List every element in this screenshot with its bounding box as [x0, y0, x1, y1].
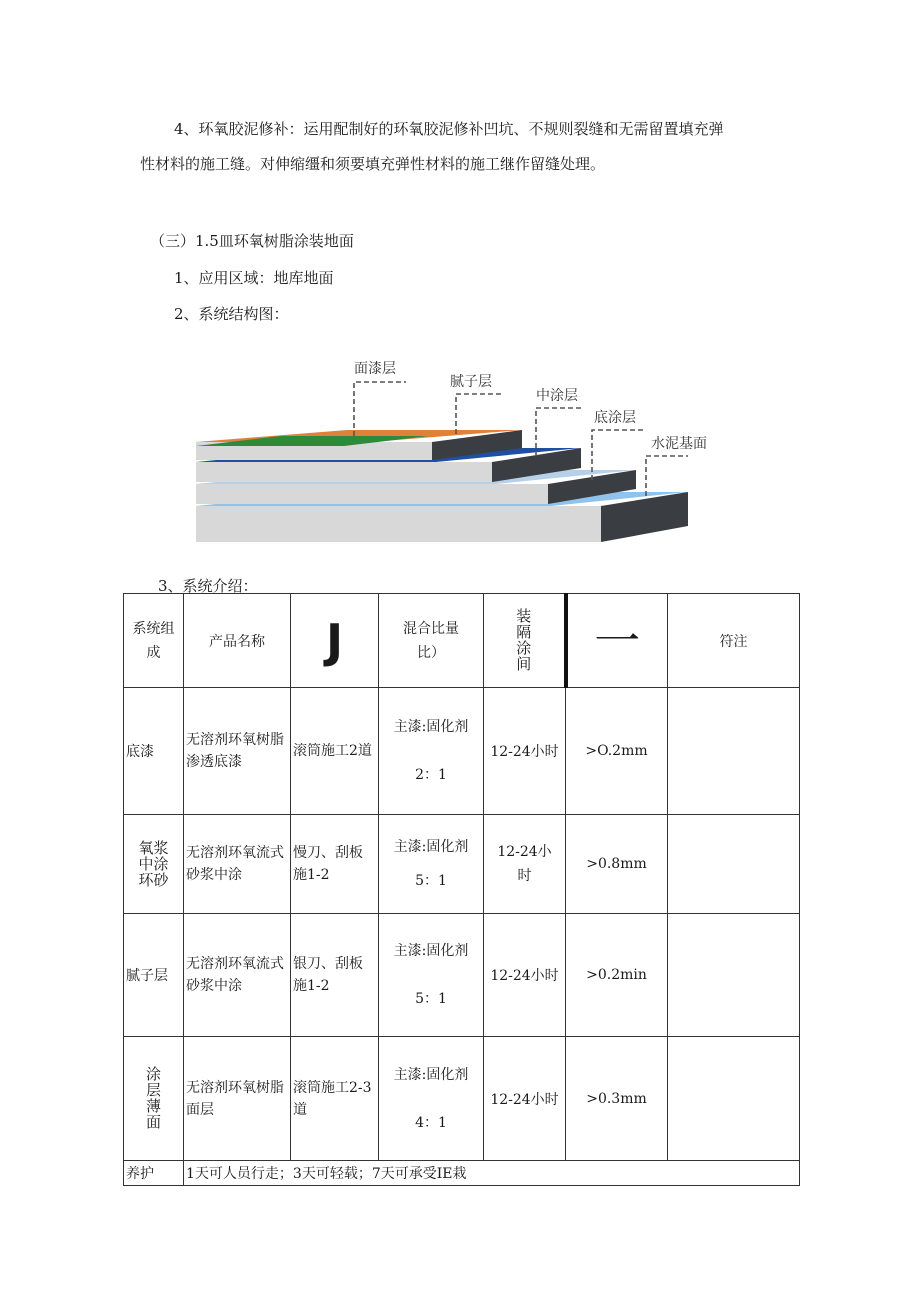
row-mix: 主漆:固化剂 5：1 — [379, 914, 484, 1037]
item-system-intro: 3、系统介绍： — [158, 577, 258, 595]
table-row — [124, 1037, 800, 1161]
row-remarks — [668, 1037, 800, 1161]
row-mix: 主漆:固化剂 2：1 — [379, 688, 484, 815]
header-product-name: 产品名称 — [184, 594, 291, 688]
paragraph-4-line-2: 性材料的施工缝。对伸缩缰和须要填充弹性材料的施工继作留缝处理。 — [140, 155, 606, 173]
header-mix-ratio: 混合比量比） — [379, 594, 484, 688]
base-coat-front — [196, 484, 548, 504]
row-interval: 12-24小时 — [484, 914, 566, 1037]
table-header-row — [124, 594, 800, 688]
label-top-coat: 面漆层 — [354, 361, 396, 377]
paragraph-4-line-1: 4、环氧胶泥修补：运用配制好的环氧胶泥修补凹坑、不规则裂缝和无需留置填充弹 — [174, 120, 724, 138]
table-row — [124, 688, 800, 815]
table-footer-row — [124, 1161, 800, 1186]
header-remarks: 符注 — [668, 594, 800, 688]
row-layer: 腻子层 — [124, 914, 184, 1037]
label-cement: 水泥基面 — [651, 436, 707, 452]
row-method: 慢刀、刮板施1-2 — [291, 815, 379, 914]
row-interval: 12-24小时 — [484, 815, 566, 914]
leader-top-coat — [354, 382, 406, 436]
top-coat-front — [196, 446, 344, 460]
table-row — [124, 914, 800, 1037]
row-mix: 主漆:固化剂 5：1 — [379, 815, 484, 914]
mid-coat-front — [196, 462, 492, 482]
row-thickness: >0.2min — [566, 914, 668, 1037]
row-method: 滚筒施工2道 — [291, 688, 379, 815]
label-mid-coat: 中涂层 — [536, 388, 578, 404]
header-glyph-j: J — [291, 594, 379, 688]
section-title: （三）1.5皿环氧树脂涂装地面 — [150, 232, 354, 250]
row-thickness: >0.3mm — [566, 1037, 668, 1161]
item-application-area: 1、应用区域：地库地面 — [174, 269, 334, 287]
row-product: 无溶剂环氧流式砂浆中涂 — [184, 914, 291, 1037]
row-interval: 12-24小时 — [484, 688, 566, 815]
row-method: 滚筒施工2-3道 — [291, 1037, 379, 1161]
cement-slab-front — [196, 506, 601, 542]
header-glyph-dash: 一 — [566, 594, 668, 688]
row-product: 无溶剂环氧树脂渗透底漆 — [184, 688, 291, 815]
row-layer: 氧浆中涂环砂 — [124, 815, 184, 914]
row-remarks — [668, 688, 800, 815]
layer-structure-diagram — [196, 356, 726, 544]
header-interval: 装隔涂间 — [484, 594, 566, 688]
item-structure-diagram: 2、系统结构图： — [174, 305, 289, 323]
row-remarks — [668, 914, 800, 1037]
row-interval: 12-24小时 — [484, 1037, 566, 1161]
row-product: 无溶剂环氧树脂面层 — [184, 1037, 291, 1161]
system-spec-table — [123, 593, 800, 1186]
footer-label: 养护 — [124, 1161, 184, 1186]
row-product: 无溶剂环氧流式砂浆中涂 — [184, 815, 291, 914]
row-layer: 涂层薄面 — [124, 1037, 184, 1161]
label-base-coat: 底涂层 — [594, 410, 636, 426]
row-method: 银刀、刮板施1-2 — [291, 914, 379, 1037]
table-row — [124, 815, 800, 914]
row-thickness: >O.2mm — [566, 688, 668, 815]
header-system-composition: 系统组成 — [124, 594, 184, 688]
row-mix: 主漆:固化剂 4：1 — [379, 1037, 484, 1161]
label-putty: 腻子层 — [450, 374, 492, 390]
row-remarks — [668, 815, 800, 914]
row-thickness: >0.8mm — [566, 815, 668, 914]
leader-putty — [456, 394, 504, 434]
footer-curing-text: 1天可人员行走；3天可轻载；7天可承受IE栽 — [184, 1161, 800, 1186]
row-layer: 底漆 — [124, 688, 184, 815]
leader-cement — [646, 456, 688, 496]
